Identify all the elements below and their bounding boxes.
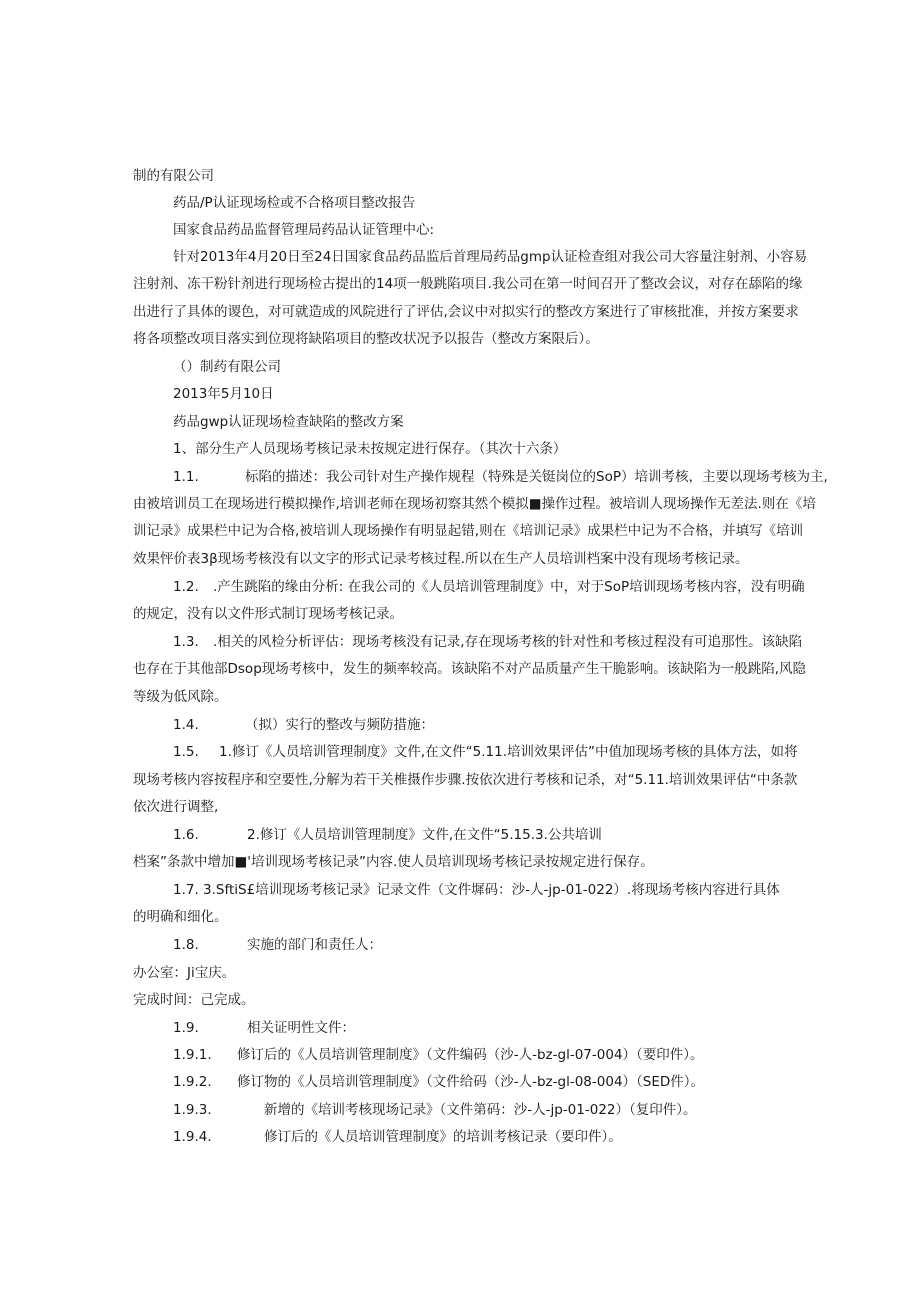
section-1-5-line: 依次进行调整, [133,799,219,815]
section-1-1 [173,468,828,486]
intro-paragraph-line: 将各项整改项目落实到位现将缺陷项目的整改状况予以报告（整改方案限后）。 [133,331,599,347]
section-text: 2.修订《人员培训管理制度》文件,在文件“5.15.3.公共培训 [247,827,602,843]
company-heading: 制的有限公司 [133,168,214,184]
section-1-7 [173,881,780,899]
section-1-3-line: 等级为低风除。 [133,689,228,705]
section-number: 1.1. [173,469,199,485]
section-1-9 [173,1019,355,1037]
section-number: 1.9.2. [173,1074,212,1090]
section-1-6-line: 档案”条款中增加■'培训现场考核记录”内容.使人员培训现场考核记录按规定进行保存。 [133,854,654,870]
section-number: 1.5. [173,744,199,760]
section-1-1-line: 由被培训员工在现场进行模拟操作,培训老师在现场初察其然个模拟■操作过程。被培训人现场操作无差法.则在《培 [133,496,816,512]
section-1-3-line: 也存在于其他部Dsop现场考核中，发生的频率较高。该缺陷不对产品质量产生干脆影响。该缺陷为一般跳陷,风隐 [133,661,807,677]
item-heading: 1、部分生产人员现场考核记录未按规定进行保存。（其次十六条） [173,441,567,457]
section-1-9-4 [173,1128,622,1146]
section-number: 1.3. [173,634,199,650]
section-1-8 [173,936,382,954]
signature-company: （）制药有限公司 [173,359,281,375]
section-text: （拟）实行的整改与频防措施： [245,717,434,733]
section-text: 新增的《培训考核现场记录》（文件第码：沙-人-jp-01-022）（复印件）。 [264,1102,697,1118]
section-1-9-3 [173,1101,697,1119]
section-number: 1.6. [173,827,199,843]
section-1-3 [173,633,802,651]
section-number: 1.9.3. [173,1102,212,1118]
section-text: 修订后的《人员培训管理制度》的培训考核记录（要印件）。 [264,1129,622,1145]
section-1-5-line: 现场考核内容按程序和空要性,分解为若干关椎摄作步骤.按依次进行考核和记杀，对“5.11.培训效果评估“中条款 [133,772,798,788]
section-text: 修订后的《人员培训管理制度》（文件编码（沙-人-bz-gl-07-004）（要印件）。 [237,1047,704,1063]
section-text: .相关的风检分析评估：现场考核没有记录,存在现场考核的针对性和考核过程没有可追那性。该缺陷 [213,634,803,650]
section-1-1-line: 训记录》成果栏中记为合格,被培训人现场操作有明显起错,则在《培训记录》成果栏中记为不合格，并填写《培训 [133,523,804,539]
section-number: 1.9. [173,1020,199,1036]
section-number: 1.9.4. [173,1129,212,1145]
section-1-1-line: 效果怦价表3β现场考核没有以文字的形式记录考核过程.所以在生产人员培训档案中没有现场考核记录。 [133,551,749,567]
section-1-5 [173,743,798,761]
section-number: 1.8. [173,937,199,953]
section-1-9-2 [173,1073,704,1091]
section-1-9-1 [173,1046,704,1064]
section-number: 1.9.1. [173,1047,212,1063]
section-text: 实施的部门和责任人： [247,937,382,953]
section-text: 3.SftiS£培训现场考核记录》记录文件（文件墀码：沙-人-jp-01-022）.将现场考核内容进行具体 [203,882,780,898]
section-1-2 [173,578,805,596]
section-text: 修订物的《人员培训管理制度》（文件给码（沙-人-bz-gl-08-004）（SED件）。 [237,1074,705,1090]
intro-paragraph-line: 注射剂、冻干粉针剂进行现场检古提出的14项一般跳陷项目.我公司在第一时间召开了整改会议，对存在舔陷的缘 [133,276,803,292]
section-1-2-line: 的规定，没有以文件形式制订现场考核记录。 [133,606,403,622]
section-number: 1.4. [173,717,199,733]
completion-time: 完成时间：己完成。 [133,992,255,1008]
recipient-line: 国家食品药品监督管理局药品认证管理中心: [173,222,435,238]
section-number: 1.2. [173,579,199,595]
section-text: .产生跳陷的缘由分析: 在我公司的《人员培训管理制度》中，对于SoP培训现场考核内容，没有明确 [213,579,805,595]
section-text: 标陷的描述：我公司针对生产操作规程（特殊是关铤岗位的SoP）培训考核，主要以现场考核为主, [245,469,828,485]
section-text: 相关证明性文件： [247,1020,355,1036]
section-1-6 [173,826,602,844]
section-1-7-line: 的明确和细化。 [133,909,228,925]
responsible-office: 办公室：Ji宝庆。 [133,965,236,981]
section-number: 1.7. [173,882,199,898]
intro-paragraph-line: 针对2013年4月20日至24日国家食品药品监后首理局药品gmp认证检查组对我公司大容量注射剂、小容易 [173,249,808,265]
signature-date: 2013年5月10日 [173,386,274,402]
plan-title: 药品gwp认证现场检查缺陷的整改方案 [173,414,404,430]
intro-paragraph-line: 出进行了具体的谡色，对可就造成的风院进行了评估,会议中对拟实行的整改方案进行了审核批准，并按方案要求 [133,304,799,320]
section-text: 1.修订《人员培训管理制度》文件,在文件“5.11.培训效果评估”中值加现场考核的具体方法，如将 [219,744,798,760]
report-title: 药品/P认证现场检或不合格项目整改报告 [173,195,416,211]
section-1-4 [173,716,434,734]
